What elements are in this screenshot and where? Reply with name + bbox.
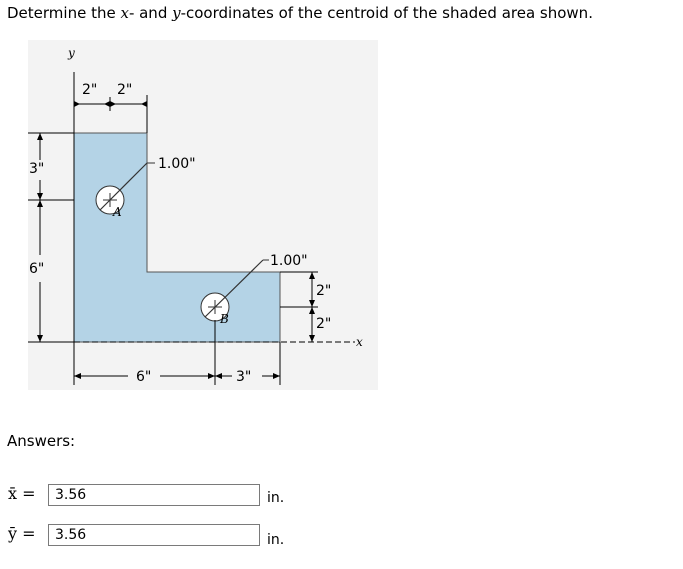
question-text: Determine the x- and y-coordinates of the centroid of the shaded area shown. <box>7 4 593 22</box>
dim-top-left: 2" <box>82 82 98 98</box>
x-unit-label: in. <box>267 490 285 506</box>
dim-bottom-right: 3" <box>236 369 252 385</box>
y-bar-label: ȳ = <box>8 524 36 543</box>
hole-b-diameter: 1.00" <box>270 253 308 269</box>
dim-top-right: 2" <box>117 82 133 98</box>
y-bar-input[interactable] <box>48 524 260 546</box>
x-bar-label: x̄ = <box>8 484 36 503</box>
dim-right-lower: 2" <box>316 316 332 332</box>
dim-right-upper: 2" <box>316 283 332 299</box>
dim-bottom-left: 6" <box>136 369 152 385</box>
hole-a-label: A <box>113 205 122 219</box>
y-unit-label: in. <box>267 532 285 548</box>
hole-a-diameter: 1.00" <box>158 156 196 172</box>
answers-title: Answers: <box>7 432 76 450</box>
x-bar-input[interactable] <box>48 484 260 506</box>
y-axis-label: y <box>68 46 75 60</box>
hole-b-label: B <box>220 312 229 326</box>
dim-left-lower: 6" <box>29 261 45 277</box>
x-axis-label: x <box>356 335 363 349</box>
dim-left-upper: 3" <box>29 161 45 177</box>
